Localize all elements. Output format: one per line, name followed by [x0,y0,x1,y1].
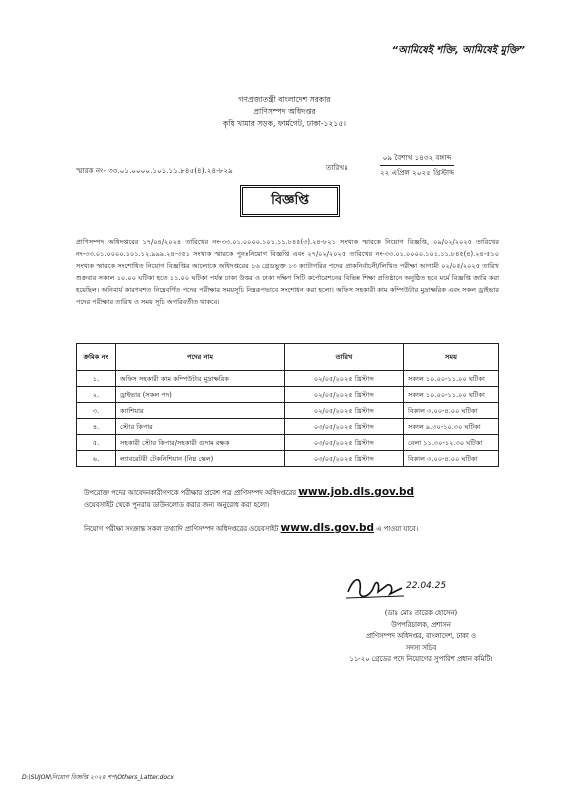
notice-title: বিজ্ঞপ্তি [240,185,340,217]
cell-post: ল্যাবরেটরী টেকনিশিয়ান (নিম্ন স্কেল) [116,451,285,467]
motto: “আমিষেই শক্তি, আমিষেই মুক্তি” [391,45,525,56]
cell-time: বেলা ১১.৩০-১২.৩০ ঘটিকা [404,435,499,451]
signatory-name: (ডাঃ মোঃ তারেক হোসেন) [384,609,458,617]
notice-info [84,522,509,535]
signatory-designation: উপপরিচালক, প্রশাসন [391,620,451,629]
memo-number: স্মারক নং- ৩৩.০১.০০০০.১০১.১১.৮৪৫(৪).২৪-৮২৯ [76,166,233,175]
cell-post: ক্যাশিয়ার [116,403,285,419]
cell-time: সকাল ১০.০০-১১.০০ ঘটিকা [404,387,499,403]
schedule-table [76,343,499,467]
cell-date: ০২/০৫/২০২৫ খ্রিস্টাব্দ [285,387,404,403]
date-english: ২২ এপ্রিল ২০২৫ খ্রিস্টাব্দ [380,168,455,177]
cell-post: অফিস সহকারী কাম কম্পিউটার মুদ্রাক্ষরিক [116,371,285,387]
date-block [380,152,454,179]
table-row [77,435,499,451]
notice-admit-text-2: ওয়েবসাইট থেকে পুনরায় ডাউনলোড করার জন্য অনুরোধ করা হলো। [84,501,270,509]
notice-info-text: নিয়োগ পরীক্ষা সংক্রান্ত সকল তথ্যাদি প্রাণিসম্পদ অধিদপ্তরের ওয়েবসাইট [84,525,279,533]
table-row [77,451,499,467]
cell-post: সহকারী স্টোর কিপার/সহকারী গুদাম রক্ষক [116,435,285,451]
cell-date: ০২/০৫/২০২৫ খ্রিস্টাব্দ [285,403,404,419]
notice-info-text-2: এ পাওয়া যাবে। [376,525,419,533]
header-serial: ক্রমিক নং [77,344,116,371]
cell-serial: ১. [77,371,116,387]
body-paragraph: প্রাণিসম্পদ অধিদপ্তরের ১৭/০৪/২০২৪ তারিখের নং-৩৩.০১.০০০০.১০১.১১.৮৪৫(৩).২৪-৮২১ সংখ্যক স্মারকে নিয়োগ বিজ্ঞপ্তি, ০৯/০২/২০২৫ তারিখের নং-৩৩.০১.০০০০.১০১.১২.৯৯৯.২৪-৩৫১ সংখ্যক স্মারকে পুনঃনিয়োগ বিজ্ঞপ্তি এবং ২৭/০২/২০২৫ তারিখের নং-৩৩.০১.০০০০.১০১.১১.৮৪৫(৪).২৪-৫১০ সংখ্যক স্মারকে সংশোধিত নিয়োগ বিজ্ঞপ্তির আলোকে অধিদপ্তরের ১৬ গ্রেডভুক্ত ১৩ ক্যাটাগরির পদের প্রাকনির্বাচনী/লিখিত পরীক্ষা আগামী ০২/০৫/২০২৫ তারিখ শুক্রবার সকাল ১০.০০ ঘটিকা হতে ১১.০০ ঘটিকা পর্যন্ত ঢাকা উত্তর ও ঢাকা দক্ষিণ সিটি কর্পোরেশনের বিভিন্ন শিক্ষা প্রতিষ্ঠানে অনুষ্ঠিত হবে মর্মে বিজ্ঞপ্তি জারি করা হয়েছিল। অনিবার্য কারণবশত নিম্নেবর্ণিত পদের পরীক্ষার সময়সূচি নিম্নরূপভাবে সংশোধন করা হলো। অফিস সহকারী কাম কম্পিউটার মুদ্রাক্ষরিক এবং সকল ড্রাইভার পদের পরীক্ষার তারিখ ও সময় সূচি অপরিবর্তীত থাকবে। [76,238,499,306]
date-label: তারিখঃ [326,163,349,172]
header-time: সময় [404,344,499,371]
signatory-committee: ১১-২০ গ্রেডের পদে নিয়োগের সুপারিশ প্রধান কমিটি। [349,655,493,663]
footer-file-path: D:\SUJON\নিয়োগ বিজ্ঞপ্তি ২০২৪ শপ\Others_Latter.docx [22,774,174,781]
header-date: তারিখ [285,344,404,371]
cell-time: সকাল ৯.৩০-১০.৩০ ঘটিকা [404,419,499,435]
cell-post: ড্রাইভার (সকল পদ) [116,387,285,403]
cell-serial: ২. [77,387,116,403]
table-row [77,403,499,419]
signature [340,570,470,606]
cell-date: ০৩/০৫/২০২৫ খ্রিস্টাব্দ [285,451,404,467]
job-website-link[interactable]: www.job.dls.gov.bd [298,486,415,498]
signature-date: 22.04.25 [406,581,447,591]
cell-date: ০৩/০৫/২০২৫ খ্রিস্টাব্দ [285,435,404,451]
table-row [77,371,499,387]
date-bangla: ০৯ বৈশাখ ১৪৩২ বঙ্গাব্দ [382,153,452,162]
cell-serial: ৩. [77,403,116,419]
cell-date: ০৩/০৫/২০২৫ খ্রিস্টাব্দ [285,419,404,435]
cell-post: স্টোর কিপার [116,419,285,435]
cell-date: ০২/০৫/২০২৫ খ্রিস্টাব্দ [285,371,404,387]
table-row [77,419,499,435]
table-row [77,387,499,403]
header-address: কৃষি খামার সড়ক, ফার্মগেট, ঢাকা-১২১৫। [222,119,346,128]
notice-admit-card [84,486,509,511]
header-gov: গণপ্রজাতন্ত্রী বাংলাদেশ সরকার [238,95,331,104]
cell-time: সকাল ১০.০০-১১.০০ ঘটিকা [404,371,499,387]
header-dept: প্রাণিসম্পদ অধিদপ্তর [253,107,316,116]
header-post: পদের নাম [116,344,285,371]
table-header-row [77,344,499,371]
dls-website-link[interactable]: www.dls.gov.bd [280,522,375,534]
cell-serial: ৫. [77,435,116,451]
cell-serial: ৬. [77,451,116,467]
cell-time: বিকাল ৩.০০-৪.০০ ঘটিকা [404,451,499,467]
cell-time: বিকাল ৩.০০-৪.০০ ঘটিকা [404,403,499,419]
signatory-block [286,608,556,666]
cell-serial: ৪. [77,419,116,435]
signatory-office: প্রাণিসম্পদ অধিদপ্তর, বাংলাদেশ, ঢাকা ও [365,632,477,640]
signatory-and: সদস্য সচিব [405,643,437,652]
notice-admit-text: উপরোক্ত পদের আবেদনকারীগণকে পরীক্ষার প্রবেশ পত্র প্রাণিসম্পদ অধিদপ্তরের [84,489,297,497]
date-divider [380,165,454,166]
